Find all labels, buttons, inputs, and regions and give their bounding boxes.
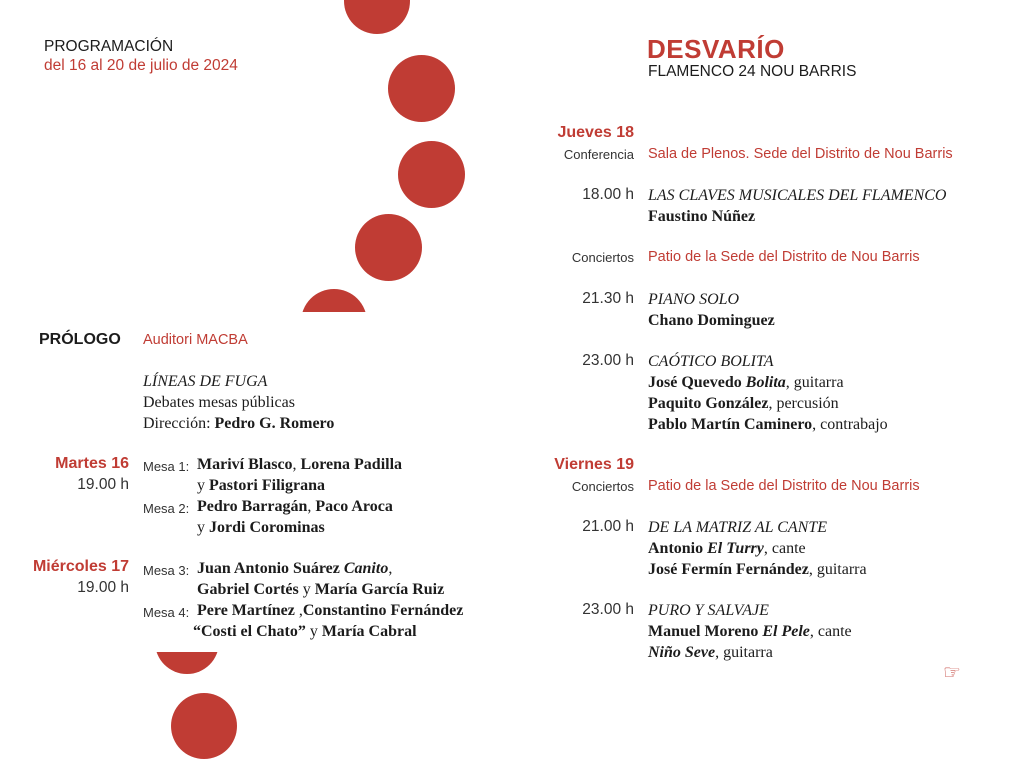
- mesa-1-line-1: Mariví Blasco, Lorena Padilla: [197, 456, 403, 473]
- event-title-claves: LAS CLAVES MUSICALES DEL FLAMENCO: [648, 187, 947, 204]
- event-title-puro: PURO Y SALVAJE: [648, 602, 769, 619]
- lineup-paquito: Paquito González, percusión: [648, 395, 839, 412]
- mesa-4-line-1: Pere Martínez ,Constantino Fernández: [197, 602, 464, 619]
- artist-chano: Chano Dominguez: [648, 312, 775, 329]
- decorative-half-dot: [155, 652, 219, 674]
- mesa-4-label: Mesa 4:: [143, 605, 190, 620]
- event-title-matriz: DE LA MATRIZ AL CANTE: [648, 519, 827, 536]
- time-miercoles: 19.00 h: [77, 579, 129, 596]
- program-dates: del 16 al 20 de julio de 2024: [44, 57, 238, 74]
- decorative-dot: [171, 693, 237, 759]
- brand-subtitle: FLAMENCO 24 NOU BARRIS: [648, 63, 857, 80]
- mesa-3-line-2: Gabriel Cortés y María García Ruiz: [197, 581, 445, 598]
- brand-title: DESVARÍO: [647, 34, 785, 64]
- time-jueves-2: 21.30 h: [582, 290, 634, 307]
- event-title-caotico: CAÓTICO BOLITA: [648, 353, 774, 370]
- lineup-nino-seve: Niño Seve, guitarra: [648, 644, 773, 661]
- prologo-description: Debates mesas públicas: [143, 394, 295, 411]
- pointing-hand-icon[interactable]: ☞: [943, 662, 961, 684]
- decorative-dot: [398, 141, 465, 208]
- conciertos-label-viernes: Conciertos: [571, 479, 634, 494]
- conciertos-venue-jueves: Patio de la Sede del Distrito de Nou Barris: [648, 249, 920, 265]
- prologo-label: PRÓLOGO: [39, 331, 121, 348]
- mesa-2-label: Mesa 2:: [143, 501, 190, 516]
- program-label: PROGRAMACIÓN: [44, 38, 174, 55]
- mesa-3-line-1: Juan Antonio Suárez Canito,: [197, 560, 393, 577]
- artist-faustino: Faustino Núñez: [648, 208, 756, 225]
- time-jueves-1: 18.00 h: [582, 186, 634, 203]
- prologo-venue: Auditori MACBA: [143, 332, 248, 348]
- mesa-2-line-1: Pedro Barragán, Paco Aroca: [197, 498, 393, 515]
- time-jueves-3: 23.00 h: [582, 352, 634, 369]
- day-martes: Martes 16: [55, 455, 129, 472]
- lineup-jose-fermin: José Fermín Fernández, guitarra: [648, 561, 867, 578]
- day-viernes: Viernes 19: [554, 456, 634, 473]
- mesa-2-line-2: y Jordi Corominas: [197, 519, 325, 536]
- decorative-dot: [355, 214, 422, 281]
- mesa-4-line-2: “Costi el Chato” y María Cabral: [193, 623, 417, 640]
- decorative-dot: [344, 0, 410, 34]
- time-viernes-1: 21.00 h: [582, 518, 634, 535]
- decorative-dot: [388, 55, 455, 122]
- conferencia-label: Conferencia: [563, 147, 634, 162]
- time-viernes-2: 23.00 h: [582, 601, 634, 618]
- lineup-antonio: Antonio El Turry, cante: [648, 540, 806, 557]
- lineup-pablo: Pablo Martín Caminero, contrabajo: [648, 416, 888, 433]
- day-miercoles: Miércoles 17: [32, 558, 129, 575]
- lineup-manuel: Manuel Moreno El Pele, cante: [648, 623, 852, 640]
- prologo-direction: Dirección: Pedro G. Romero: [143, 415, 335, 432]
- conciertos-venue-viernes: Patio de la Sede del Distrito de Nou Barris: [648, 478, 920, 494]
- decorative-half-dot: [301, 289, 367, 312]
- conferencia-venue: Sala de Plenos. Sede del Distrito de Nou Barris: [648, 146, 953, 162]
- prologo-title: LÍNEAS DE FUGA: [143, 373, 268, 390]
- mesa-1-label: Mesa 1:: [143, 459, 190, 474]
- mesa-3-label: Mesa 3:: [143, 563, 190, 578]
- lineup-quevedo: José Quevedo Bolita, guitarra: [648, 374, 844, 391]
- conciertos-label-jueves: Conciertos: [571, 250, 634, 265]
- mesa-1-line-2: y Pastori Filigrana: [197, 477, 325, 494]
- time-martes: 19.00 h: [77, 476, 129, 493]
- day-jueves: Jueves 18: [557, 124, 634, 141]
- event-title-piano: PIANO SOLO: [648, 291, 740, 308]
